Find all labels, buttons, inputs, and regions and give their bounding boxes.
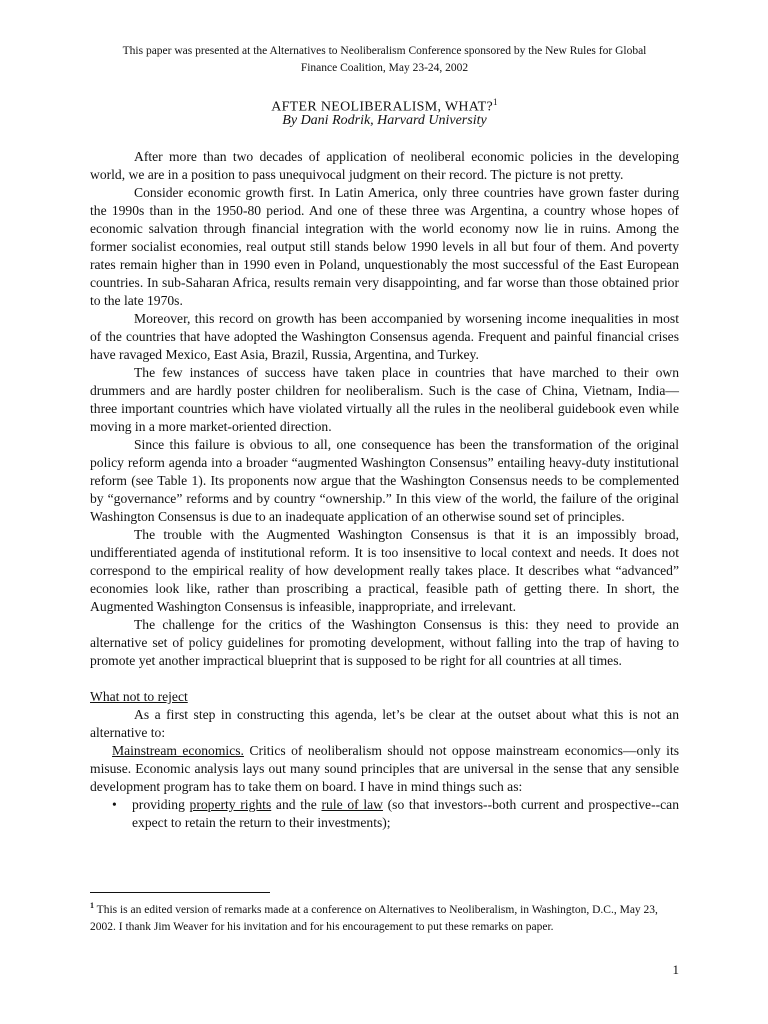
bullet-pre: providing (132, 797, 190, 812)
mainstream-text: Critics of neoliberalism should not oppose mainstream economics—only its misuse. Economic analysis lays out many sound principles that are universal in the sense that any sensible development program has to take them on board. I have in mind things such as: (90, 743, 680, 794)
paragraph-5: Since this failure is obvious to all, one consequence has been the transformation of the original policy reform agenda into a broader “augmented Washington Consensus” entailing heavy-duty institutional reform (see Table 1). Its proponents now argue that the Washington Consensus needs to be complemented by “governance” reforms and by country “ownership.” In this view of the world, the failure of the original Washington Consensus is due to an inadequate application of an otherwise sound set of principles. (90, 437, 679, 524)
paragraph-3: Moreover, this record on growth has been accompanied by worsening income inequalities in most of the countries that have adopted the Washington Consensus agenda. Frequent and painful financial crises have ravaged Mexico, East Asia, Brazil, Russia, Argentina, and Turkey. (90, 311, 679, 362)
footnote (90, 897, 679, 936)
section-intro: As a first step in constructing this agenda, let’s be clear at the outset about what this is not an alternative to: (90, 707, 679, 740)
footnote-marker: 1 (90, 901, 94, 910)
section-heading: What not to reject (90, 689, 188, 704)
term-property-rights: property rights (189, 797, 272, 812)
paragraph-2: Consider economic growth first. In Latin America, only three countries have grown faster during the 1990s than in the 1950-80 period. And one of these three was Argentina, a country whose hopes of economic salvation through financial integration with the world economy now lie in ruins. Among the former socialist economies, real output still stands below 1990 levels in all but four of them. And poverty rates remain higher than in 1990 even in Poland, unquestionably the most successful of the East European countries. In sub-Saharan Africa, results remain very disappointing, and far worse than those obtained prior to the late 1970s. (90, 185, 679, 308)
conference-note-line-2: Finance Coalition, May 23-24, 2002 (300, 62, 469, 74)
principles-list (90, 796, 679, 832)
paper-title-text: AFTER NEOLIBERALISM, WHAT? (271, 99, 493, 115)
term-rule-of-law: rule of law (321, 797, 383, 812)
bullet-mid: and the (271, 797, 322, 812)
body-text (90, 148, 679, 832)
conference-note (90, 43, 679, 77)
mainstream-paragraph (90, 742, 679, 796)
paragraph-6: The trouble with the Augmented Washington Consensus is that it is an impossibly broad, undifferentiated agenda of institutional reform. It is too insensitive to local context and needs. It does not correspond to the empirical reality of how development really takes place. It describes what “advanced” economies look like, rather than proscribing a practical, feasible path of getting there. In short, the Augmented Washington Consensus is infeasible, inappropriate, and irrelevant. (90, 527, 679, 614)
footnote-text: This is an edited version of remarks made at a conference on Alternatives to Neoliberalism, in Washington, D.C., May 23, 2002. I thank Jim Weaver for his invitation and for his encouragement to put these remarks on paper. (90, 903, 658, 933)
bullet-post: (so that investors--both current and prospective--can expect to retain the return to their investments); (132, 797, 680, 830)
page-number: 1 (672, 962, 679, 977)
footnote-divider (90, 892, 270, 893)
mainstream-label: Mainstream economics. (112, 743, 244, 758)
conference-note-line-1: This paper was presented at the Alternatives to Neoliberalism Conference sponsored by the New Rules for Global (122, 45, 647, 57)
paragraph-7: The challenge for the critics of the Washington Consensus is this: they need to provide an alternative set of policy guidelines for promoting development, without falling into the trap of having to promote yet another impractical blueprint that is supposed to be right for all countries at all times. (90, 617, 679, 668)
bullet-marker: • (112, 797, 117, 812)
list-item (90, 796, 679, 832)
paragraph-1: After more than two decades of application of neoliberal economic policies in the developing world, we are in a position to pass unequivocal judgment on their record. The picture is not pretty. (90, 149, 679, 182)
author-byline: By Dani Rodrik, Harvard University (282, 113, 487, 128)
paragraph-4: The few instances of success have taken place in countries that have marched to their own drummers and are hardly poster children for neoliberalism. Such is the case of China, Vietnam, India—three important countries which have violated virtually all the rules in the neoliberal guidebook even while moving in a more market-oriented direction. (90, 365, 679, 434)
title-footnote-marker: 1 (493, 97, 498, 107)
